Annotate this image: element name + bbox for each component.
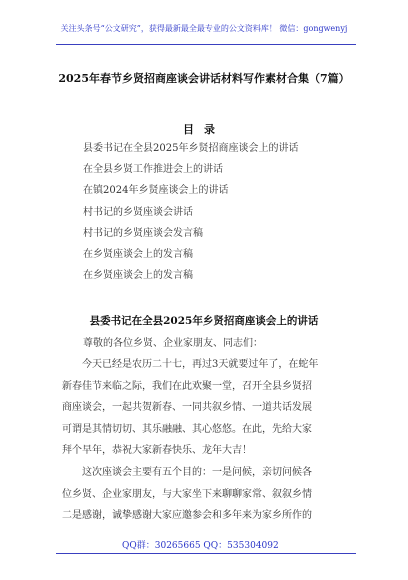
paragraph-line: 可谓是其情切切、其乐融融、其心悠悠。在此，先给大家 bbox=[62, 423, 312, 435]
speech-title: 县委书记在全县2025年乡贤招商座谈会上的讲话 bbox=[89, 315, 319, 327]
toc-item[interactable]: 在全县乡贤工作推进会上的讲话 bbox=[83, 164, 223, 176]
header-divider bbox=[56, 44, 356, 45]
paragraph-line: 新春佳节来临之际，我们在此欢聚一堂，召开全县乡贤招 bbox=[62, 380, 312, 392]
footer-divider bbox=[56, 553, 356, 554]
paragraph-line: 商座谈会，一起共贺新春、一同共叙乡情、一道共话发展 bbox=[62, 402, 312, 413]
paragraph-line: 这次座谈会主要有五个目的：一是问候，亲切问候各 bbox=[82, 467, 312, 478]
toc-heading: 目录 bbox=[183, 123, 225, 136]
toc-item[interactable]: 在镇2024年乡贤座谈会上的讲话 bbox=[83, 185, 229, 197]
speech-paragraph-2 bbox=[62, 465, 352, 530]
speech-paragraph-1 bbox=[62, 357, 352, 465]
speech-salutation: 尊敬的各位乡贤、企业家朋友、同志们： bbox=[83, 338, 263, 349]
toc-item[interactable]: 村书记的乡贤座谈会讲话 bbox=[83, 206, 193, 218]
toc-item[interactable]: 在乡贤座谈会上的发言稿 bbox=[83, 248, 193, 260]
paragraph-line: 二是感谢，诚挚感谢大家应邀参会和多年来为家乡所作的 bbox=[62, 510, 312, 521]
toc-item[interactable]: 村书记的乡贤座谈会发言稿 bbox=[83, 227, 203, 239]
paragraph-line: 拜个早年，恭祝大家新春快乐、龙年大吉！ bbox=[62, 445, 252, 456]
footer-qq-contact: QQ群：30265665 QQ：535304092 bbox=[122, 541, 279, 551]
header-promo-note: 关注头条号“公文研究”，获得最新最全最专业的公文资料库！ 微信：gongwenyj bbox=[60, 24, 348, 33]
document-title: 2025年春节乡贤招商座谈会讲话材料写作素材合集（7篇） bbox=[58, 72, 350, 85]
toc-item[interactable]: 县委书记在全县2025年乡贤招商座谈会上的讲话 bbox=[83, 143, 299, 154]
toc-list bbox=[83, 141, 383, 289]
paragraph-line: 位乡贤、企业家朋友，与大家坐下来聊聊家常、叙叙乡情 bbox=[62, 488, 312, 500]
toc-item[interactable]: 在乡贤座谈会上的发言稿 bbox=[83, 270, 193, 282]
paragraph-line: 今天已经是农历二十七，再过3天就要过年了，在蛇年 bbox=[82, 359, 319, 370]
